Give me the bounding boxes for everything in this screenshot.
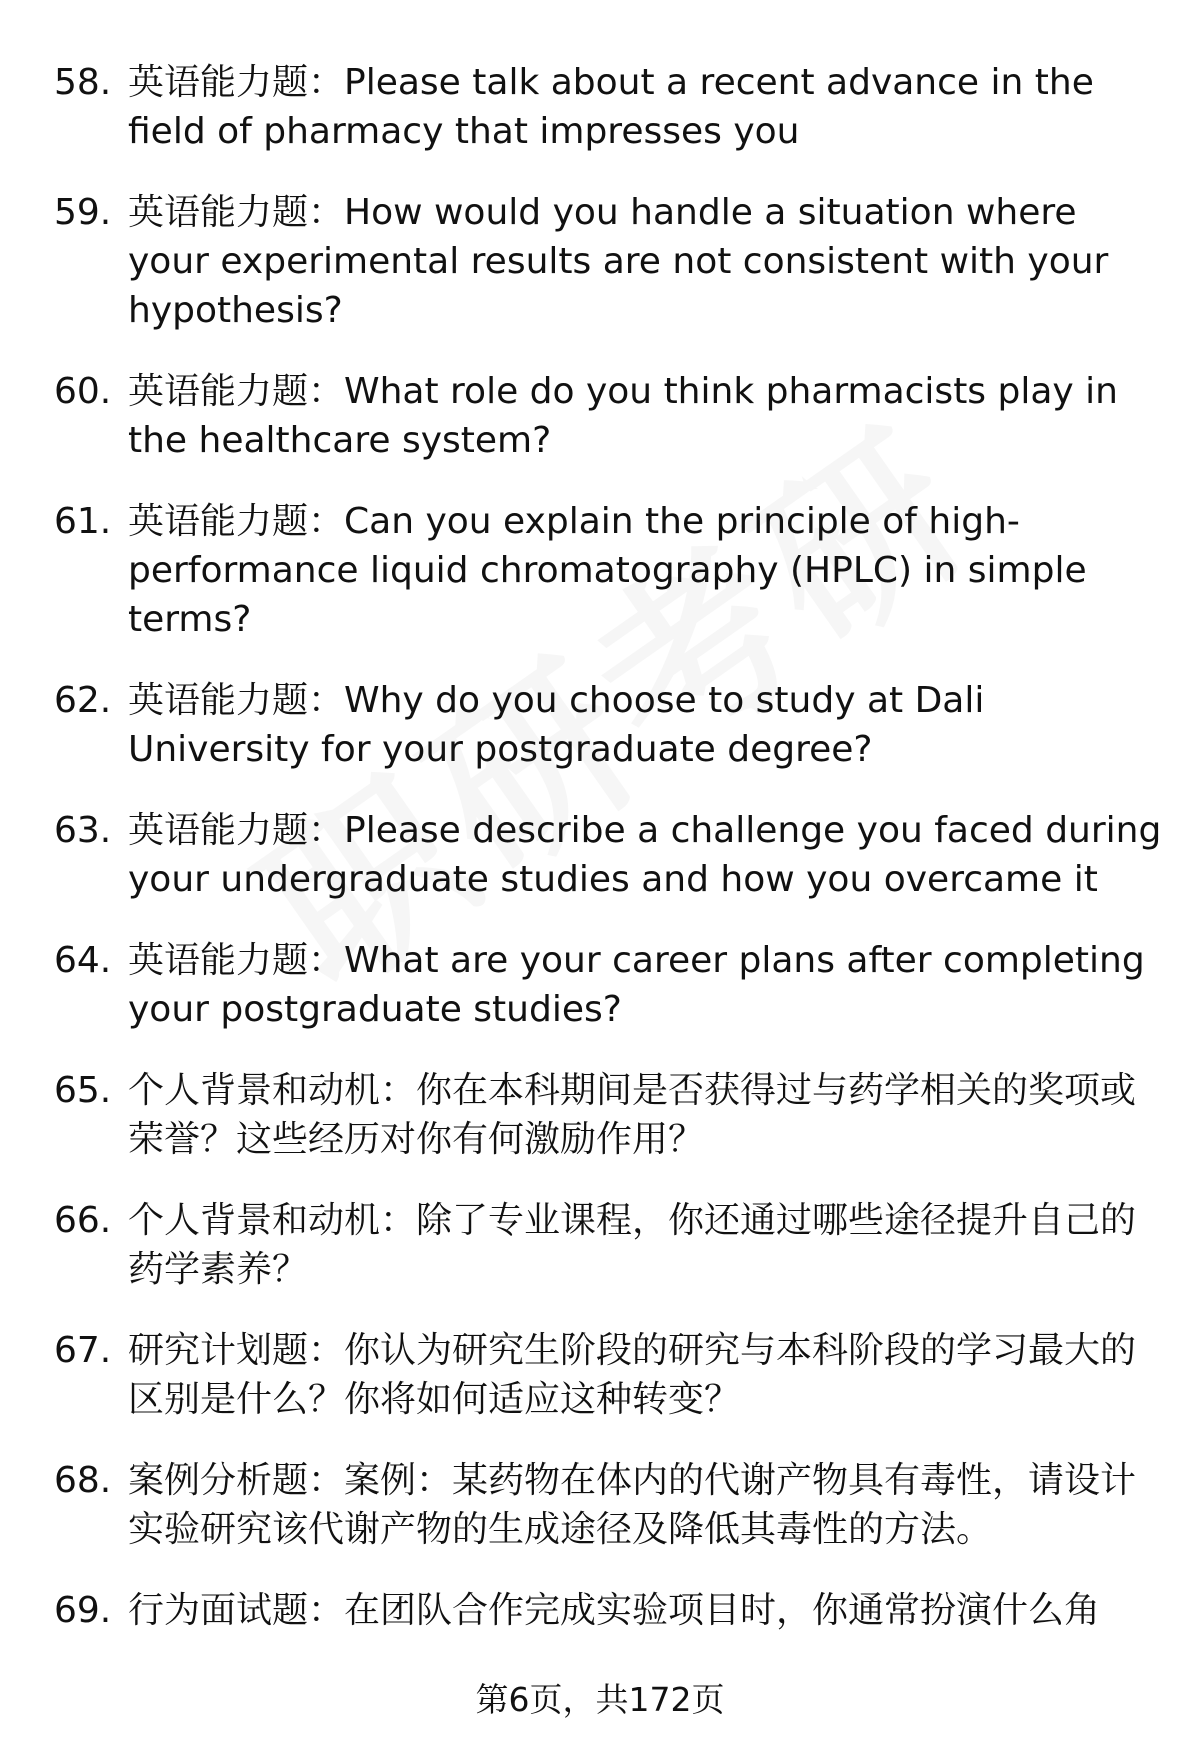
question-item (54, 367, 1164, 465)
question-number: 63. (54, 810, 112, 851)
page-number-footer: 第6页，共172页 (475, 1680, 725, 1719)
question-number: 69. (54, 1590, 112, 1631)
question-item (54, 188, 1164, 335)
question-text: 英语能力题：Please talk about a recent advance in the field of pharmacy that impresses you (128, 62, 1094, 152)
question-number: 68. (54, 1460, 112, 1501)
question-item (54, 1456, 1164, 1554)
question-item (54, 1066, 1164, 1164)
question-number: 66. (54, 1200, 112, 1241)
question-number: 60. (54, 371, 112, 412)
question-number: 67. (54, 1330, 112, 1371)
question-list (54, 58, 1164, 1667)
question-item (54, 1326, 1164, 1424)
question-text: 英语能力题：Can you explain the principle of high-performance liquid chromatography (HPLC) in simple terms? (128, 501, 1087, 640)
question-text: 行为面试题：在团队合作完成实验项目时，你通常扮演什么角 (128, 1590, 1101, 1631)
question-text: 研究计划题：你认为研究生阶段的研究与本科阶段的学习最大的区别是什么？你将如何适应这种转变？ (128, 1330, 1137, 1420)
question-text: 英语能力题：What role do you think pharmacists play in the healthcare system? (128, 371, 1118, 461)
question-text: 英语能力题：Why do you choose to study at Dali University for your postgraduate degree? (128, 680, 985, 770)
question-item (54, 936, 1164, 1034)
question-text: 英语能力题：How would you handle a situation where your experimental results are not consistent with your hypothesis? (128, 192, 1109, 331)
question-text: 个人背景和动机：你在本科期间是否获得过与药学相关的奖项或荣誉？这些经历对你有何激励作用？ (128, 1070, 1137, 1160)
question-text: 个人背景和动机：除了专业课程，你还通过哪些途径提升自己的药学素养？ (128, 1200, 1137, 1290)
question-text: 英语能力题：Please describe a challenge you faced during your undergraduate studies and how you overcame it (128, 810, 1162, 900)
question-number: 59. (54, 192, 112, 233)
question-item (54, 1196, 1164, 1294)
question-item (54, 497, 1164, 644)
question-item (54, 58, 1164, 156)
question-item (54, 806, 1164, 904)
question-number: 58. (54, 62, 112, 103)
question-text: 英语能力题：What are your career plans after completing your postgraduate studies? (128, 940, 1145, 1030)
question-number: 62. (54, 680, 112, 721)
question-item (54, 676, 1164, 774)
question-number: 64. (54, 940, 112, 981)
question-number: 61. (54, 501, 112, 542)
question-number: 65. (54, 1070, 112, 1111)
question-item (54, 1586, 1164, 1635)
question-text: 案例分析题：案例：某药物在体内的代谢产物具有毒性，请设计实验研究该代谢产物的生成途径及降低其毒性的方法。 (128, 1460, 1137, 1550)
